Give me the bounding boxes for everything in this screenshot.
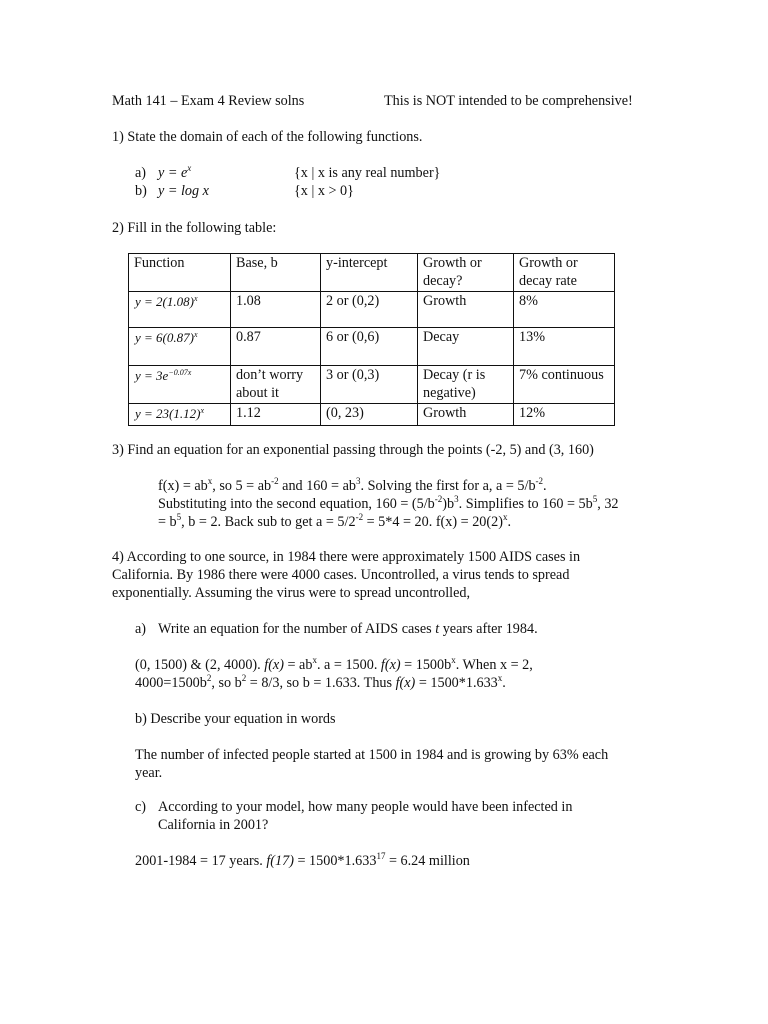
cell-rate: 13% [514,328,615,366]
q3-solution-line-1: $f(x) = ab^x$, so $5 = ab^{-2}$ and $160 = ab^3$. Solving the first for a, $a = 5/b^{-2}$. [158,476,547,494]
q1-prompt: 1) State the domain of each of the following functions. [112,129,423,145]
q1-b-function: y = log x [158,183,209,199]
document-note: This is NOT intended to be comprehensive! [384,93,633,109]
cell-type: Growth [418,404,514,426]
cell-rate: 12% [514,404,615,426]
cell-intercept: (0, 23) [321,404,418,426]
cell-function: $y = 6(0.87)^x$ [129,328,231,366]
q3-solution-line-2: Substituting into the second equation, $160 = (5/b^{-2})b^3$. Simplifies to $160 = 5b^5$, 32 [158,494,619,512]
cell-function: $y = 3e^{-0.07x}$ [129,366,231,404]
table-row [129,366,615,404]
table-header-row [129,254,615,292]
q4-intro-line-1: 4) According to one source, in 1984 there were approximately 1500 AIDS cases in [112,549,581,565]
q1-a-function: $y = e^x$ [158,163,192,181]
cell-function: $y = 2(1.08)^x$ [129,292,231,328]
cell-base: don’t worry about it [231,366,321,404]
q4-c-prompt-line-2: California in 2001? [158,817,269,833]
cell-intercept: 2 or (0,2) [321,292,418,328]
cell-function: $y = 23(1.12)^x$ [129,404,231,426]
header-y-intercept: y-intercept [321,254,418,292]
q1-a-domain: {x | x is any real number} [294,165,441,181]
q1-b-domain: {x | x > 0} [294,183,354,199]
q4-a-label: a) [135,621,147,637]
q4-b-answer-line-1: The number of infected people started at 1500 in 1984 and is growing by 63% each [135,747,609,763]
q4-c-label: c) [135,799,147,815]
q4-a-answer-line-1: (0, 1500) & (2, 4000). $f(x) = ab^x$. a = 1500. $f(x) = 1500b^x$. When x = 2, [135,655,533,673]
table-row [129,404,615,426]
table-row [129,292,615,328]
q4-a-prompt: Write an equation for the number of AIDS cases t years after 1984. [158,621,538,637]
cell-rate: 7% continuous [514,366,615,404]
cell-base: 1.08 [231,292,321,328]
q4-c-prompt-line-1: According to your model, how many people would have been infected in [158,799,573,815]
table-row [129,328,615,366]
document-title: Math 141 – Exam 4 Review solns [112,93,305,109]
q2-prompt: 2) Fill in the following table: [112,220,277,236]
function-table [128,253,615,426]
q4-intro-line-3: exponentially. Assuming the virus were to spread uncontrolled, [112,585,471,601]
q4-c-answer: 2001-1984 = 17 years. $f(17) = 1500*1.633^{17} = 6.24$ million [135,851,470,869]
header-rate: Growth or decay rate [514,254,615,292]
header-function: Function [129,254,231,292]
q4-b-answer-line-2: year. [135,765,163,781]
cell-base: 0.87 [231,328,321,366]
q1-a-label: a) [135,165,147,181]
cell-rate: 8% [514,292,615,328]
q4-intro-line-2: California. By 1986 there were 4000 cases. Uncontrolled, a virus tends to spread [112,567,570,583]
q3-prompt: 3) Find an equation for an exponential passing through the points (-2, 5) and (3, 160) [112,442,594,458]
cell-type: Growth [418,292,514,328]
q4-a-answer-line-2: $4000=1500b^2$, so $b^2 = 8/3$, so b = 1.633. Thus $f(x) = 1500*1.633^x$. [135,673,506,691]
q3-solution-line-3: = $b^5$, b = 2. Back sub to get $a = 5/2^{-2} = 5*4 = 20$. $f(x) = 20(2)^x$. [158,512,511,530]
cell-type: Decay [418,328,514,366]
header-growth-decay: Growth or decay? [418,254,514,292]
q1-b-label: b) [135,183,147,199]
q4-b-prompt: b) Describe your equation in words [135,711,336,727]
cell-intercept: 3 or (0,3) [321,366,418,404]
cell-intercept: 6 or (0,6) [321,328,418,366]
header-base: Base, b [231,254,321,292]
cell-type: Decay (r is negative) [418,366,514,404]
cell-base: 1.12 [231,404,321,426]
